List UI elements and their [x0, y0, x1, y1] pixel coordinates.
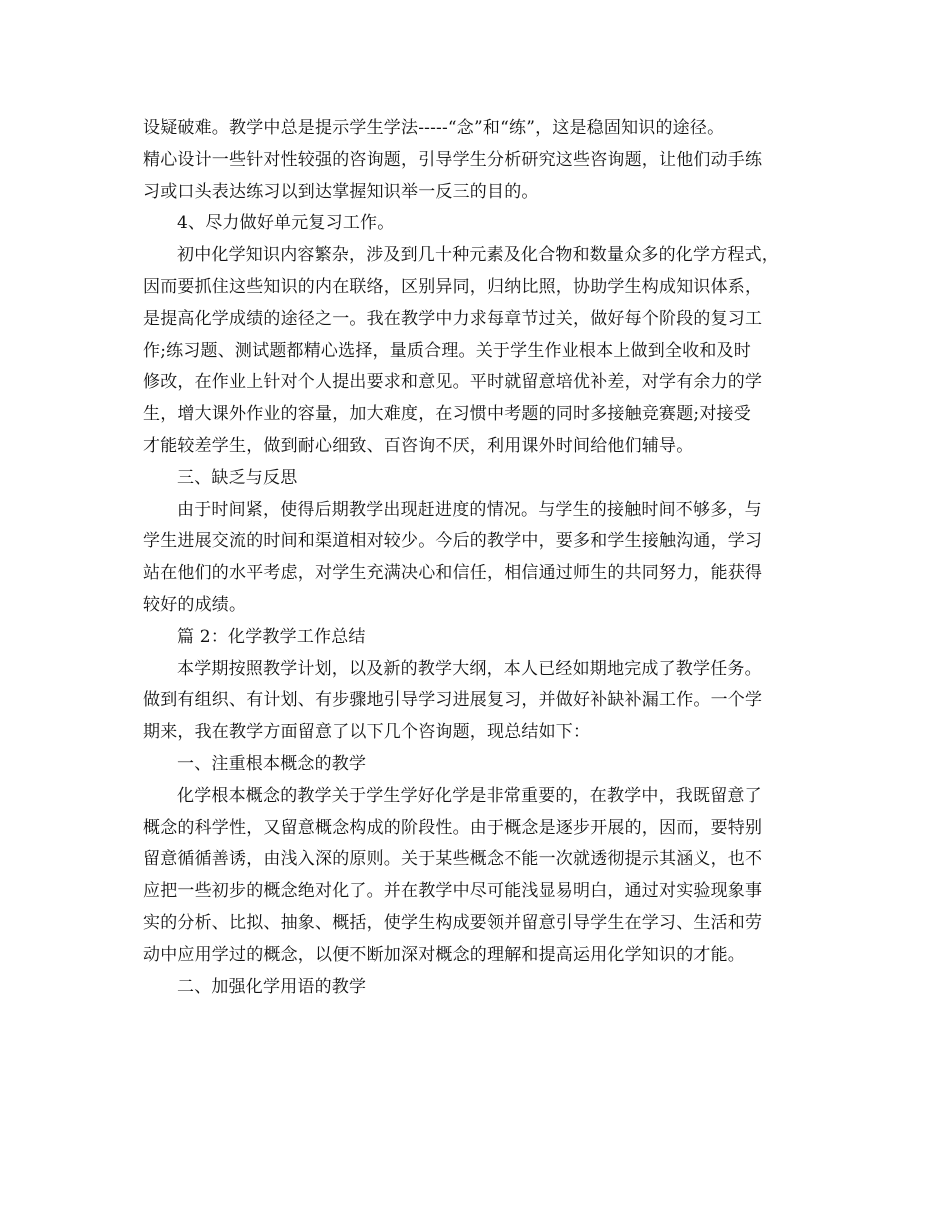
section-heading: 篇 2：化学教学工作总结 — [177, 626, 366, 647]
text-line: 留意循循善诱，由浅入深的原则。关于某些概念不能一次就透彻提示其涵义，也不 — [143, 849, 763, 870]
text-line: 精心设计一些针对性较强的咨询题，引导学生分析研究这些咨询题，让他们动手练 — [143, 149, 763, 170]
text-line: 生，增大课外作业的容量，加大难度，在习惯中考题的同时多接触竞赛题;对接受 — [143, 404, 751, 425]
text-line: 是提高化学成绩的途径之一。我在教学中力求每章节过关，做好每个阶段的复习工 — [143, 308, 763, 329]
text-line: 概念的科学性，又留意概念构成的阶段性。由于概念是逐步开展的，因而，要特别 — [143, 817, 763, 838]
text-line: 站在他们的水平考虑，对学生充满决心和信任，相信通过师生的共同努力，能获得 — [143, 563, 763, 584]
text-line: 作;练习题、测试题都精心选择，量质合理。关于学生作业根本上做到全收和及时 — [143, 340, 751, 361]
text-line: 因而要抓住这些知识的内在联络，区别异同，归纳比照，协助学生构成知识体系， — [143, 276, 763, 297]
text-line: 习或口头表达练习以到达掌握知识举一反三的目的。 — [143, 181, 539, 202]
text-line: 较好的成绩。 — [143, 594, 247, 615]
section-heading: 一、注重根本概念的教学 — [177, 753, 367, 774]
text-line: 修改，在作业上针对个人提出要求和意见。平时就留意培优补差，对学有余力的学 — [143, 372, 763, 393]
section-heading: 4、尽力做好单元复习工作。 — [177, 213, 395, 234]
text-line: 动中应用学过的概念，以便不断加深对概念的理解和提高运用化学知识的才能。 — [143, 944, 745, 965]
text-line: 初中化学知识内容繁杂，涉及到几十种元素及化合物和数量众多的化学方程式， — [177, 245, 779, 266]
text-line: 做到有组织、有计划、有步骤地引导学习进展复习，并做好补缺补漏工作。一个学 — [143, 690, 763, 711]
text-line: 应把一些初步的概念绝对化了。并在教学中尽可能浅显易明白，通过对实验现象事 — [143, 881, 763, 902]
text-line: 本学期按照教学计划，以及新的教学大纲，本人已经如期地完成了教学任务。 — [177, 658, 762, 679]
section-heading: 二、加强化学用语的教学 — [177, 976, 367, 997]
text-line: 期来，我在教学方面留意了以下几个咨询题，现总结如下： — [143, 722, 591, 743]
document-body — [143, 113, 823, 1003]
text-line: 实的分析、比拟、抽象、概括，使学生构成要领并留意引导学生在学习、生活和劳 — [143, 912, 763, 933]
text-line: 化学根本概念的教学关于学生学好化学是非常重要的，在教学中，我既留意了 — [177, 785, 762, 806]
text-line: 由于时间紧，使得后期教学出现赶进度的情况。与学生的接触时间不够多，与 — [177, 499, 762, 520]
text-line: 学生进展交流的时间和渠道相对较少。今后的教学中，要多和学生接触沟通，学习 — [143, 531, 763, 552]
text-line: 才能较差学生，做到耐心细致、百咨询不厌，利用课外时间给他们辅导。 — [143, 435, 694, 456]
section-heading: 三、缺乏与反思 — [177, 467, 298, 488]
text-line: 设疑破难。教学中总是提示学生学法-----“念”和“练”，这是稳固知识的途径。 — [143, 118, 725, 138]
